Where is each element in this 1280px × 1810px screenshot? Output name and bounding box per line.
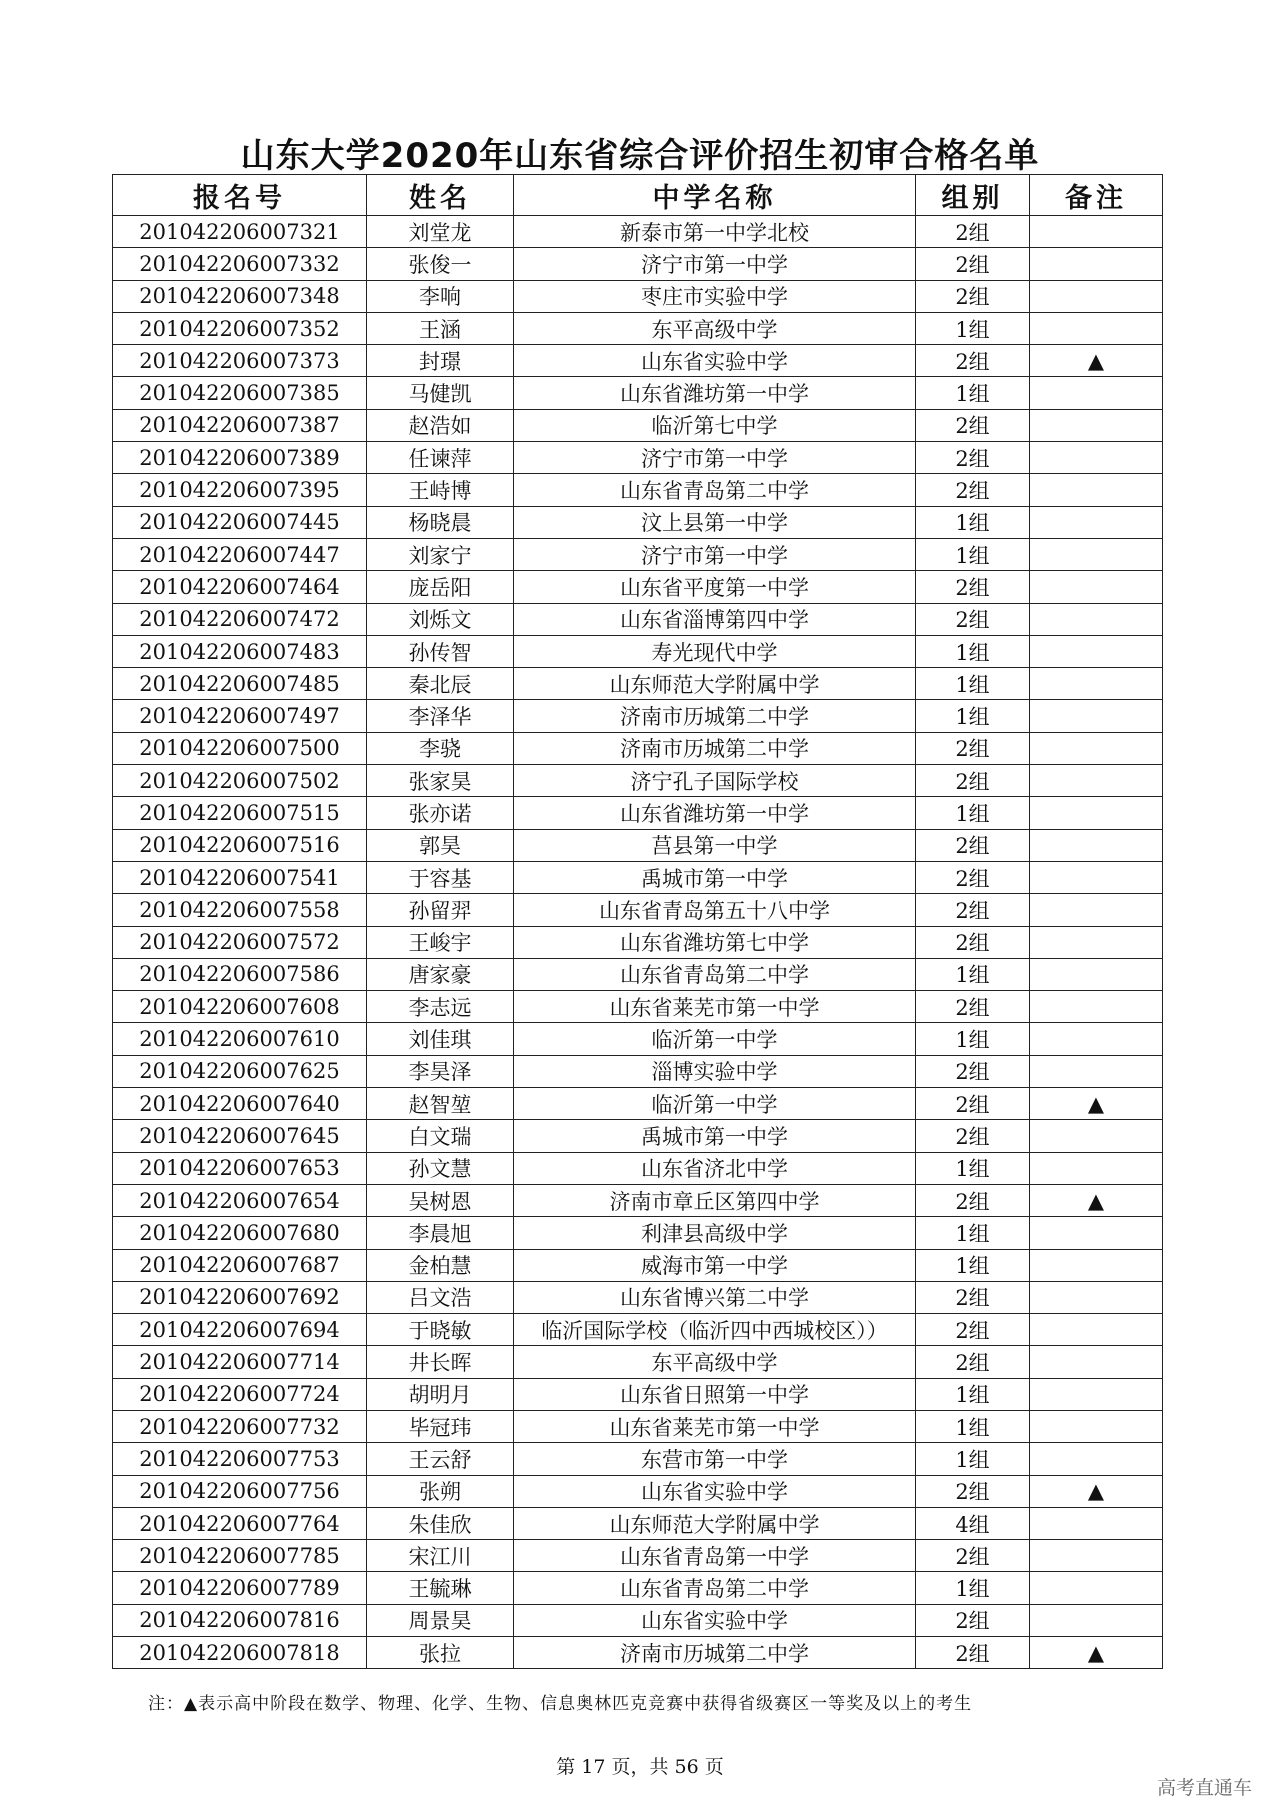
cell-school: 山东省潍坊第一中学 bbox=[514, 797, 916, 829]
table-row bbox=[113, 280, 1163, 312]
cell-group: 2组 bbox=[916, 1088, 1030, 1120]
table-row bbox=[113, 377, 1163, 409]
cell-remark bbox=[1030, 1023, 1163, 1055]
cell-registration-no: 201042206007608 bbox=[113, 991, 367, 1023]
cell-school: 山东省青岛第一中学 bbox=[514, 1540, 916, 1572]
cell-registration-no: 201042206007472 bbox=[113, 603, 367, 635]
table-row bbox=[113, 732, 1163, 764]
cell-registration-no: 201042206007348 bbox=[113, 280, 367, 312]
cell-school: 济南市历城第二中学 bbox=[514, 1637, 916, 1669]
cell-group: 1组 bbox=[916, 1572, 1030, 1604]
cell-remark bbox=[1030, 635, 1163, 667]
table-row bbox=[113, 216, 1163, 248]
cell-name: 刘家宁 bbox=[367, 538, 514, 570]
cell-registration-no: 201042206007389 bbox=[113, 442, 367, 474]
cell-registration-no: 201042206007485 bbox=[113, 668, 367, 700]
table-row bbox=[113, 1346, 1163, 1378]
cell-group: 1组 bbox=[916, 668, 1030, 700]
table-row bbox=[113, 506, 1163, 538]
cell-name: 刘烁文 bbox=[367, 603, 514, 635]
table-row bbox=[113, 861, 1163, 893]
cell-name: 于晓敏 bbox=[367, 1314, 514, 1346]
table-row bbox=[113, 312, 1163, 344]
cell-school: 山东省博兴第二中学 bbox=[514, 1281, 916, 1313]
cell-school: 山东省青岛第二中学 bbox=[514, 958, 916, 990]
cell-remark bbox=[1030, 991, 1163, 1023]
cell-remark bbox=[1030, 1217, 1163, 1249]
cell-school: 山东省实验中学 bbox=[514, 1604, 916, 1636]
cell-registration-no: 201042206007714 bbox=[113, 1346, 367, 1378]
table-row bbox=[113, 1572, 1163, 1604]
cell-name: 王峙博 bbox=[367, 474, 514, 506]
cell-school: 山东师范大学附属中学 bbox=[514, 668, 916, 700]
cell-registration-no: 201042206007497 bbox=[113, 700, 367, 732]
cell-group: 2组 bbox=[916, 732, 1030, 764]
header-registration-no: 报名号 bbox=[113, 175, 367, 216]
cell-school: 济南市章丘区第四中学 bbox=[514, 1184, 916, 1216]
cell-name: 毕冠玮 bbox=[367, 1410, 514, 1442]
cell-registration-no: 201042206007516 bbox=[113, 829, 367, 861]
cell-group: 2组 bbox=[916, 1346, 1030, 1378]
cell-remark bbox=[1030, 216, 1163, 248]
cell-school: 禹城市第一中学 bbox=[514, 1120, 916, 1152]
table-header-row bbox=[113, 175, 1163, 216]
cell-name: 杨晓晨 bbox=[367, 506, 514, 538]
cell-name: 周景昊 bbox=[367, 1604, 514, 1636]
cell-registration-no: 201042206007373 bbox=[113, 345, 367, 377]
cell-name: 于容基 bbox=[367, 861, 514, 893]
cell-school: 枣庄市实验中学 bbox=[514, 280, 916, 312]
cell-remark: ▲ bbox=[1030, 1088, 1163, 1120]
cell-registration-no: 201042206007483 bbox=[113, 635, 367, 667]
cell-group: 2组 bbox=[916, 1120, 1030, 1152]
cell-remark bbox=[1030, 603, 1163, 635]
cell-group: 2组 bbox=[916, 926, 1030, 958]
cell-remark bbox=[1030, 958, 1163, 990]
cell-school: 山东省平度第一中学 bbox=[514, 571, 916, 603]
cell-school: 山东省青岛第二中学 bbox=[514, 474, 916, 506]
cell-remark bbox=[1030, 1055, 1163, 1087]
table-row bbox=[113, 409, 1163, 441]
cell-name: 李晨旭 bbox=[367, 1217, 514, 1249]
cell-name: 赵智堃 bbox=[367, 1088, 514, 1120]
cell-name: 李昊泽 bbox=[367, 1055, 514, 1087]
cell-group: 1组 bbox=[916, 1249, 1030, 1281]
cell-school: 利津县高级中学 bbox=[514, 1217, 916, 1249]
table-row bbox=[113, 700, 1163, 732]
cell-group: 1组 bbox=[916, 635, 1030, 667]
cell-remark bbox=[1030, 1604, 1163, 1636]
cell-remark bbox=[1030, 732, 1163, 764]
cell-name: 朱佳欣 bbox=[367, 1507, 514, 1539]
cell-remark bbox=[1030, 1314, 1163, 1346]
cell-remark: ▲ bbox=[1030, 345, 1163, 377]
cell-name: 张亦诺 bbox=[367, 797, 514, 829]
cell-name: 孙传智 bbox=[367, 635, 514, 667]
header-remark: 备注 bbox=[1030, 175, 1163, 216]
cell-registration-no: 201042206007610 bbox=[113, 1023, 367, 1055]
cell-registration-no: 201042206007724 bbox=[113, 1378, 367, 1410]
cell-name: 马健凯 bbox=[367, 377, 514, 409]
cell-name: 任谏萍 bbox=[367, 442, 514, 474]
cell-school: 山东省潍坊第一中学 bbox=[514, 377, 916, 409]
header-name: 姓名 bbox=[367, 175, 514, 216]
cell-group: 1组 bbox=[916, 1152, 1030, 1184]
cell-remark bbox=[1030, 409, 1163, 441]
cell-group: 1组 bbox=[916, 1410, 1030, 1442]
cell-school: 山东省青岛第二中学 bbox=[514, 1572, 916, 1604]
cell-remark bbox=[1030, 506, 1163, 538]
cell-remark bbox=[1030, 248, 1163, 280]
cell-registration-no: 201042206007785 bbox=[113, 1540, 367, 1572]
cell-group: 2组 bbox=[916, 894, 1030, 926]
cell-name: 唐家豪 bbox=[367, 958, 514, 990]
cell-name: 郭昊 bbox=[367, 829, 514, 861]
cell-name: 李志远 bbox=[367, 991, 514, 1023]
table-row bbox=[113, 1184, 1163, 1216]
cell-group: 1组 bbox=[916, 1378, 1030, 1410]
cell-school: 山东省淄博第四中学 bbox=[514, 603, 916, 635]
cell-registration-no: 201042206007753 bbox=[113, 1443, 367, 1475]
cell-school: 山东省青岛第五十八中学 bbox=[514, 894, 916, 926]
table-row bbox=[113, 1378, 1163, 1410]
cell-registration-no: 201042206007352 bbox=[113, 312, 367, 344]
cell-group: 2组 bbox=[916, 991, 1030, 1023]
cell-group: 1组 bbox=[916, 700, 1030, 732]
cell-name: 王云舒 bbox=[367, 1443, 514, 1475]
cell-name: 王毓琳 bbox=[367, 1572, 514, 1604]
table-row bbox=[113, 571, 1163, 603]
cell-group: 2组 bbox=[916, 861, 1030, 893]
cell-registration-no: 201042206007680 bbox=[113, 1217, 367, 1249]
table-row bbox=[113, 1540, 1163, 1572]
cell-school: 山东师范大学附属中学 bbox=[514, 1507, 916, 1539]
cell-remark bbox=[1030, 861, 1163, 893]
cell-registration-no: 201042206007464 bbox=[113, 571, 367, 603]
cell-school: 济宁市第一中学 bbox=[514, 538, 916, 570]
cell-name: 孙文慧 bbox=[367, 1152, 514, 1184]
cell-group: 1组 bbox=[916, 506, 1030, 538]
cell-school: 东平高级中学 bbox=[514, 1346, 916, 1378]
cell-group: 2组 bbox=[916, 571, 1030, 603]
cell-registration-no: 201042206007692 bbox=[113, 1281, 367, 1313]
cell-group: 2组 bbox=[916, 829, 1030, 861]
cell-group: 1组 bbox=[916, 958, 1030, 990]
table-row bbox=[113, 1217, 1163, 1249]
table-row bbox=[113, 1055, 1163, 1087]
table-row bbox=[113, 1281, 1163, 1313]
cell-group: 1组 bbox=[916, 538, 1030, 570]
cell-school: 山东省潍坊第七中学 bbox=[514, 926, 916, 958]
table-row bbox=[113, 1410, 1163, 1442]
table-row bbox=[113, 1475, 1163, 1507]
cell-remark bbox=[1030, 571, 1163, 603]
footnote: 注：▲表示高中阶段在数学、物理、化学、生物、信息奥林匹克竞赛中获得省级赛区一等奖及以上的考生 bbox=[148, 1694, 973, 1714]
table-row bbox=[113, 248, 1163, 280]
cell-name: 吴树恩 bbox=[367, 1184, 514, 1216]
cell-remark bbox=[1030, 538, 1163, 570]
cell-name: 孙留羿 bbox=[367, 894, 514, 926]
cell-group: 1组 bbox=[916, 1217, 1030, 1249]
cell-group: 2组 bbox=[916, 1540, 1030, 1572]
cell-school: 济宁市第一中学 bbox=[514, 248, 916, 280]
table-body bbox=[113, 216, 1163, 1669]
cell-school: 临沂第一中学 bbox=[514, 1023, 916, 1055]
cell-group: 2组 bbox=[916, 216, 1030, 248]
cell-school: 淄博实验中学 bbox=[514, 1055, 916, 1087]
cell-group: 2组 bbox=[916, 1637, 1030, 1669]
cell-group: 2组 bbox=[916, 345, 1030, 377]
table-row bbox=[113, 442, 1163, 474]
cell-registration-no: 201042206007502 bbox=[113, 765, 367, 797]
cell-school: 威海市第一中学 bbox=[514, 1249, 916, 1281]
cell-group: 2组 bbox=[916, 1281, 1030, 1313]
cell-remark bbox=[1030, 1120, 1163, 1152]
cell-school: 禹城市第一中学 bbox=[514, 861, 916, 893]
cell-registration-no: 201042206007332 bbox=[113, 248, 367, 280]
cell-registration-no: 201042206007586 bbox=[113, 958, 367, 990]
cell-name: 金柏慧 bbox=[367, 1249, 514, 1281]
cell-name: 胡明月 bbox=[367, 1378, 514, 1410]
cell-school: 临沂第七中学 bbox=[514, 409, 916, 441]
cell-name: 吕文浩 bbox=[367, 1281, 514, 1313]
cell-group: 2组 bbox=[916, 1475, 1030, 1507]
cell-registration-no: 201042206007395 bbox=[113, 474, 367, 506]
cell-group: 2组 bbox=[916, 280, 1030, 312]
cell-school: 莒县第一中学 bbox=[514, 829, 916, 861]
cell-name: 庞岳阳 bbox=[367, 571, 514, 603]
table-row bbox=[113, 926, 1163, 958]
table-row bbox=[113, 1120, 1163, 1152]
cell-registration-no: 201042206007500 bbox=[113, 732, 367, 764]
header-school: 中学名称 bbox=[514, 175, 916, 216]
cell-remark bbox=[1030, 280, 1163, 312]
cell-name: 张朔 bbox=[367, 1475, 514, 1507]
cell-remark bbox=[1030, 377, 1163, 409]
cell-group: 2组 bbox=[916, 1055, 1030, 1087]
table-row bbox=[113, 668, 1163, 700]
cell-school: 新泰市第一中学北校 bbox=[514, 216, 916, 248]
header-group: 组别 bbox=[916, 175, 1030, 216]
cell-remark bbox=[1030, 1346, 1163, 1378]
table-row bbox=[113, 635, 1163, 667]
cell-group: 1组 bbox=[916, 312, 1030, 344]
cell-remark bbox=[1030, 1152, 1163, 1184]
cell-group: 2组 bbox=[916, 1314, 1030, 1346]
cell-remark bbox=[1030, 1249, 1163, 1281]
cell-name: 王涵 bbox=[367, 312, 514, 344]
cell-remark bbox=[1030, 474, 1163, 506]
cell-group: 1组 bbox=[916, 1023, 1030, 1055]
cell-school: 济宁孔子国际学校 bbox=[514, 765, 916, 797]
table-row bbox=[113, 797, 1163, 829]
cell-registration-no: 201042206007816 bbox=[113, 1604, 367, 1636]
table-row bbox=[113, 1443, 1163, 1475]
cell-registration-no: 201042206007756 bbox=[113, 1475, 367, 1507]
table-row bbox=[113, 1249, 1163, 1281]
cell-registration-no: 201042206007385 bbox=[113, 377, 367, 409]
cell-name: 刘堂龙 bbox=[367, 216, 514, 248]
cell-name: 王峻宇 bbox=[367, 926, 514, 958]
table-row bbox=[113, 474, 1163, 506]
cell-registration-no: 201042206007694 bbox=[113, 1314, 367, 1346]
table-row bbox=[113, 1023, 1163, 1055]
cell-registration-no: 201042206007541 bbox=[113, 861, 367, 893]
cell-school: 济宁市第一中学 bbox=[514, 442, 916, 474]
cell-remark bbox=[1030, 700, 1163, 732]
cell-group: 2组 bbox=[916, 765, 1030, 797]
cell-school: 寿光现代中学 bbox=[514, 635, 916, 667]
cell-school: 山东省莱芜市第一中学 bbox=[514, 991, 916, 1023]
table-row bbox=[113, 1507, 1163, 1539]
cell-group: 1组 bbox=[916, 377, 1030, 409]
cell-school: 临沂国际学校（临沂四中西城校区）） bbox=[514, 1314, 916, 1346]
cell-remark bbox=[1030, 1572, 1163, 1604]
cell-remark bbox=[1030, 926, 1163, 958]
cell-registration-no: 201042206007447 bbox=[113, 538, 367, 570]
cell-registration-no: 201042206007654 bbox=[113, 1184, 367, 1216]
cell-remark bbox=[1030, 668, 1163, 700]
cell-registration-no: 201042206007818 bbox=[113, 1637, 367, 1669]
cell-name: 赵浩如 bbox=[367, 409, 514, 441]
cell-name: 井长晖 bbox=[367, 1346, 514, 1378]
cell-group: 2组 bbox=[916, 1184, 1030, 1216]
cell-name: 李泽华 bbox=[367, 700, 514, 732]
cell-group: 1组 bbox=[916, 1443, 1030, 1475]
cell-registration-no: 201042206007687 bbox=[113, 1249, 367, 1281]
cell-group: 2组 bbox=[916, 442, 1030, 474]
table-row bbox=[113, 345, 1163, 377]
cell-registration-no: 201042206007625 bbox=[113, 1055, 367, 1087]
cell-name: 张俊一 bbox=[367, 248, 514, 280]
table-row bbox=[113, 603, 1163, 635]
cell-remark bbox=[1030, 1443, 1163, 1475]
cell-group: 2组 bbox=[916, 603, 1030, 635]
cell-school: 济南市历城第二中学 bbox=[514, 700, 916, 732]
cell-school: 山东省日照第一中学 bbox=[514, 1378, 916, 1410]
cell-registration-no: 201042206007445 bbox=[113, 506, 367, 538]
cell-school: 济南市历城第二中学 bbox=[514, 732, 916, 764]
cell-school: 山东省莱芜市第一中学 bbox=[514, 1410, 916, 1442]
cell-remark bbox=[1030, 894, 1163, 926]
cell-school: 汶上县第一中学 bbox=[514, 506, 916, 538]
page-indicator: 第 17 页，共 56 页 bbox=[556, 1756, 724, 1778]
cell-registration-no: 201042206007764 bbox=[113, 1507, 367, 1539]
table-row bbox=[113, 765, 1163, 797]
cell-remark bbox=[1030, 1540, 1163, 1572]
cell-remark bbox=[1030, 1378, 1163, 1410]
page-title: 山东大学2020年山东省综合评价招生初审合格名单 bbox=[240, 136, 1040, 176]
cell-registration-no: 201042206007387 bbox=[113, 409, 367, 441]
cell-name: 白文瑞 bbox=[367, 1120, 514, 1152]
table-row bbox=[113, 991, 1163, 1023]
cell-registration-no: 201042206007653 bbox=[113, 1152, 367, 1184]
cell-name: 张家昊 bbox=[367, 765, 514, 797]
cell-registration-no: 201042206007789 bbox=[113, 1572, 367, 1604]
cell-name: 封璟 bbox=[367, 345, 514, 377]
cell-group: 2组 bbox=[916, 409, 1030, 441]
cell-school: 临沂第一中学 bbox=[514, 1088, 916, 1120]
cell-school: 东平高级中学 bbox=[514, 312, 916, 344]
watermark: 高考直通车 bbox=[1156, 1777, 1252, 1799]
cell-remark bbox=[1030, 442, 1163, 474]
cell-remark: ▲ bbox=[1030, 1475, 1163, 1507]
cell-school: 山东省实验中学 bbox=[514, 345, 916, 377]
cell-group: 2组 bbox=[916, 248, 1030, 280]
table-row bbox=[113, 894, 1163, 926]
cell-group: 2组 bbox=[916, 474, 1030, 506]
cell-group: 4组 bbox=[916, 1507, 1030, 1539]
table-row bbox=[113, 1637, 1163, 1669]
cell-remark bbox=[1030, 765, 1163, 797]
cell-name: 李骁 bbox=[367, 732, 514, 764]
cell-name: 张拉 bbox=[367, 1637, 514, 1669]
cell-name: 李响 bbox=[367, 280, 514, 312]
cell-registration-no: 201042206007640 bbox=[113, 1088, 367, 1120]
cell-registration-no: 201042206007558 bbox=[113, 894, 367, 926]
table-row bbox=[113, 538, 1163, 570]
table-row bbox=[113, 1152, 1163, 1184]
cell-registration-no: 201042206007572 bbox=[113, 926, 367, 958]
table-row bbox=[113, 1314, 1163, 1346]
cell-remark bbox=[1030, 1281, 1163, 1313]
cell-school: 山东省实验中学 bbox=[514, 1475, 916, 1507]
cell-remark bbox=[1030, 829, 1163, 861]
table-row bbox=[113, 829, 1163, 861]
cell-remark: ▲ bbox=[1030, 1637, 1163, 1669]
cell-remark: ▲ bbox=[1030, 1184, 1163, 1216]
cell-group: 2组 bbox=[916, 1604, 1030, 1636]
table-row bbox=[113, 1604, 1163, 1636]
cell-name: 刘佳琪 bbox=[367, 1023, 514, 1055]
cell-registration-no: 201042206007732 bbox=[113, 1410, 367, 1442]
cell-remark bbox=[1030, 1410, 1163, 1442]
cell-registration-no: 201042206007321 bbox=[113, 216, 367, 248]
table-row bbox=[113, 958, 1163, 990]
cell-registration-no: 201042206007645 bbox=[113, 1120, 367, 1152]
cell-remark bbox=[1030, 797, 1163, 829]
admission-list-table bbox=[112, 174, 1163, 1669]
cell-school: 东营市第一中学 bbox=[514, 1443, 916, 1475]
cell-name: 宋江川 bbox=[367, 1540, 514, 1572]
cell-remark bbox=[1030, 312, 1163, 344]
table-row bbox=[113, 1088, 1163, 1120]
cell-name: 秦北辰 bbox=[367, 668, 514, 700]
cell-group: 1组 bbox=[916, 797, 1030, 829]
cell-registration-no: 201042206007515 bbox=[113, 797, 367, 829]
cell-school: 山东省济北中学 bbox=[514, 1152, 916, 1184]
cell-remark bbox=[1030, 1507, 1163, 1539]
